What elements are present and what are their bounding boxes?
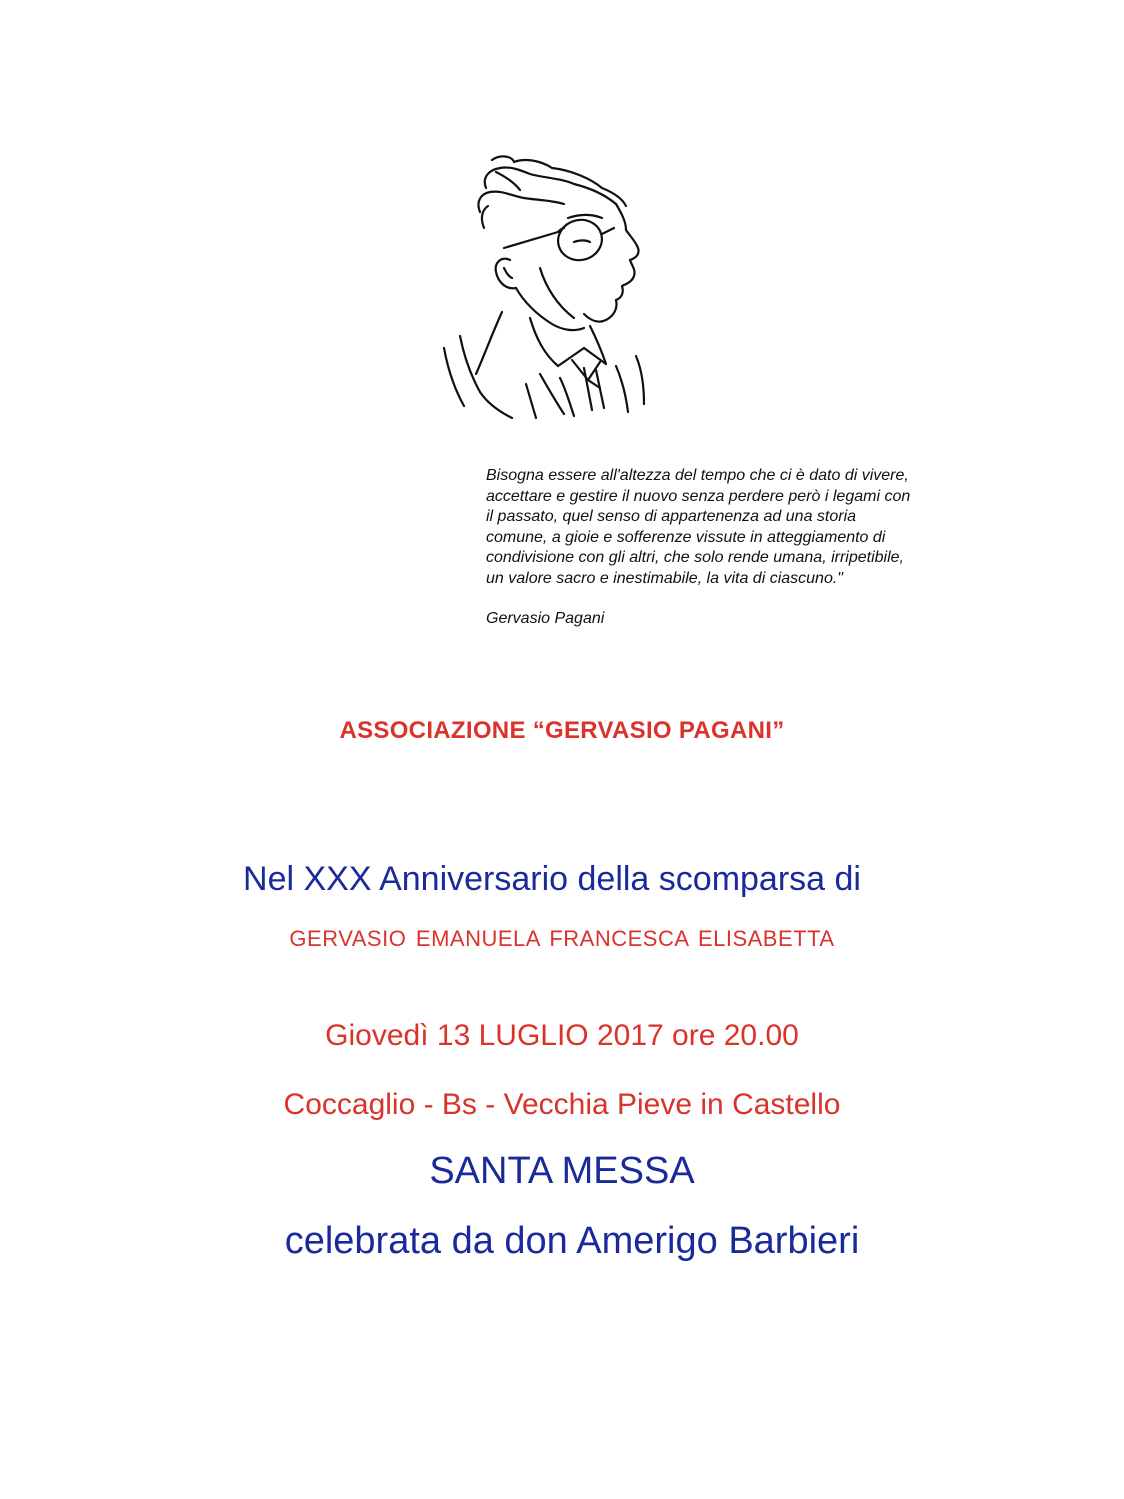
quote-line: accettare e gestire il nuovo senza perdere però i legami con <box>486 487 911 505</box>
quote-line: Bisogna essere all'altezza del tempo che ci è dato di vivere, <box>486 467 909 484</box>
event-date: Giovedì 13 LUGLIO 2017 ore 20.00 <box>325 1019 799 1052</box>
celebrant-line: celebrata da don Amerigo Barbieri <box>284 1220 860 1262</box>
quote-line: condivisione con gli altri, che solo rende umana, irripetibile, <box>486 549 904 566</box>
event-place: Coccaglio - Bs - Vecchia Pieve in Castello <box>283 1088 841 1121</box>
commemorated-names: GERVASIO EMANUELA FRANCESCA ELISABETTA <box>289 926 835 951</box>
portrait-sketch-icon <box>440 148 660 423</box>
event-title: SANTA MESSA <box>429 1150 695 1192</box>
quote-line: un valore sacro e inestimabile, la vita di ciascuno." <box>486 569 843 587</box>
quote-line: il passato, quel senso di appartenenza ad una storia <box>486 508 857 525</box>
association-title: ASSOCIAZIONE “GERVASIO PAGANI” <box>339 717 785 744</box>
quote-block <box>486 466 1046 630</box>
anniversary-heading: Nel XXX Anniversario della scomparsa di <box>243 860 861 898</box>
quote-author: Gervasio Pagani <box>486 610 605 627</box>
quote-line: comune, a gioie e sofferenze vissute in atteggiamento di <box>486 528 886 546</box>
